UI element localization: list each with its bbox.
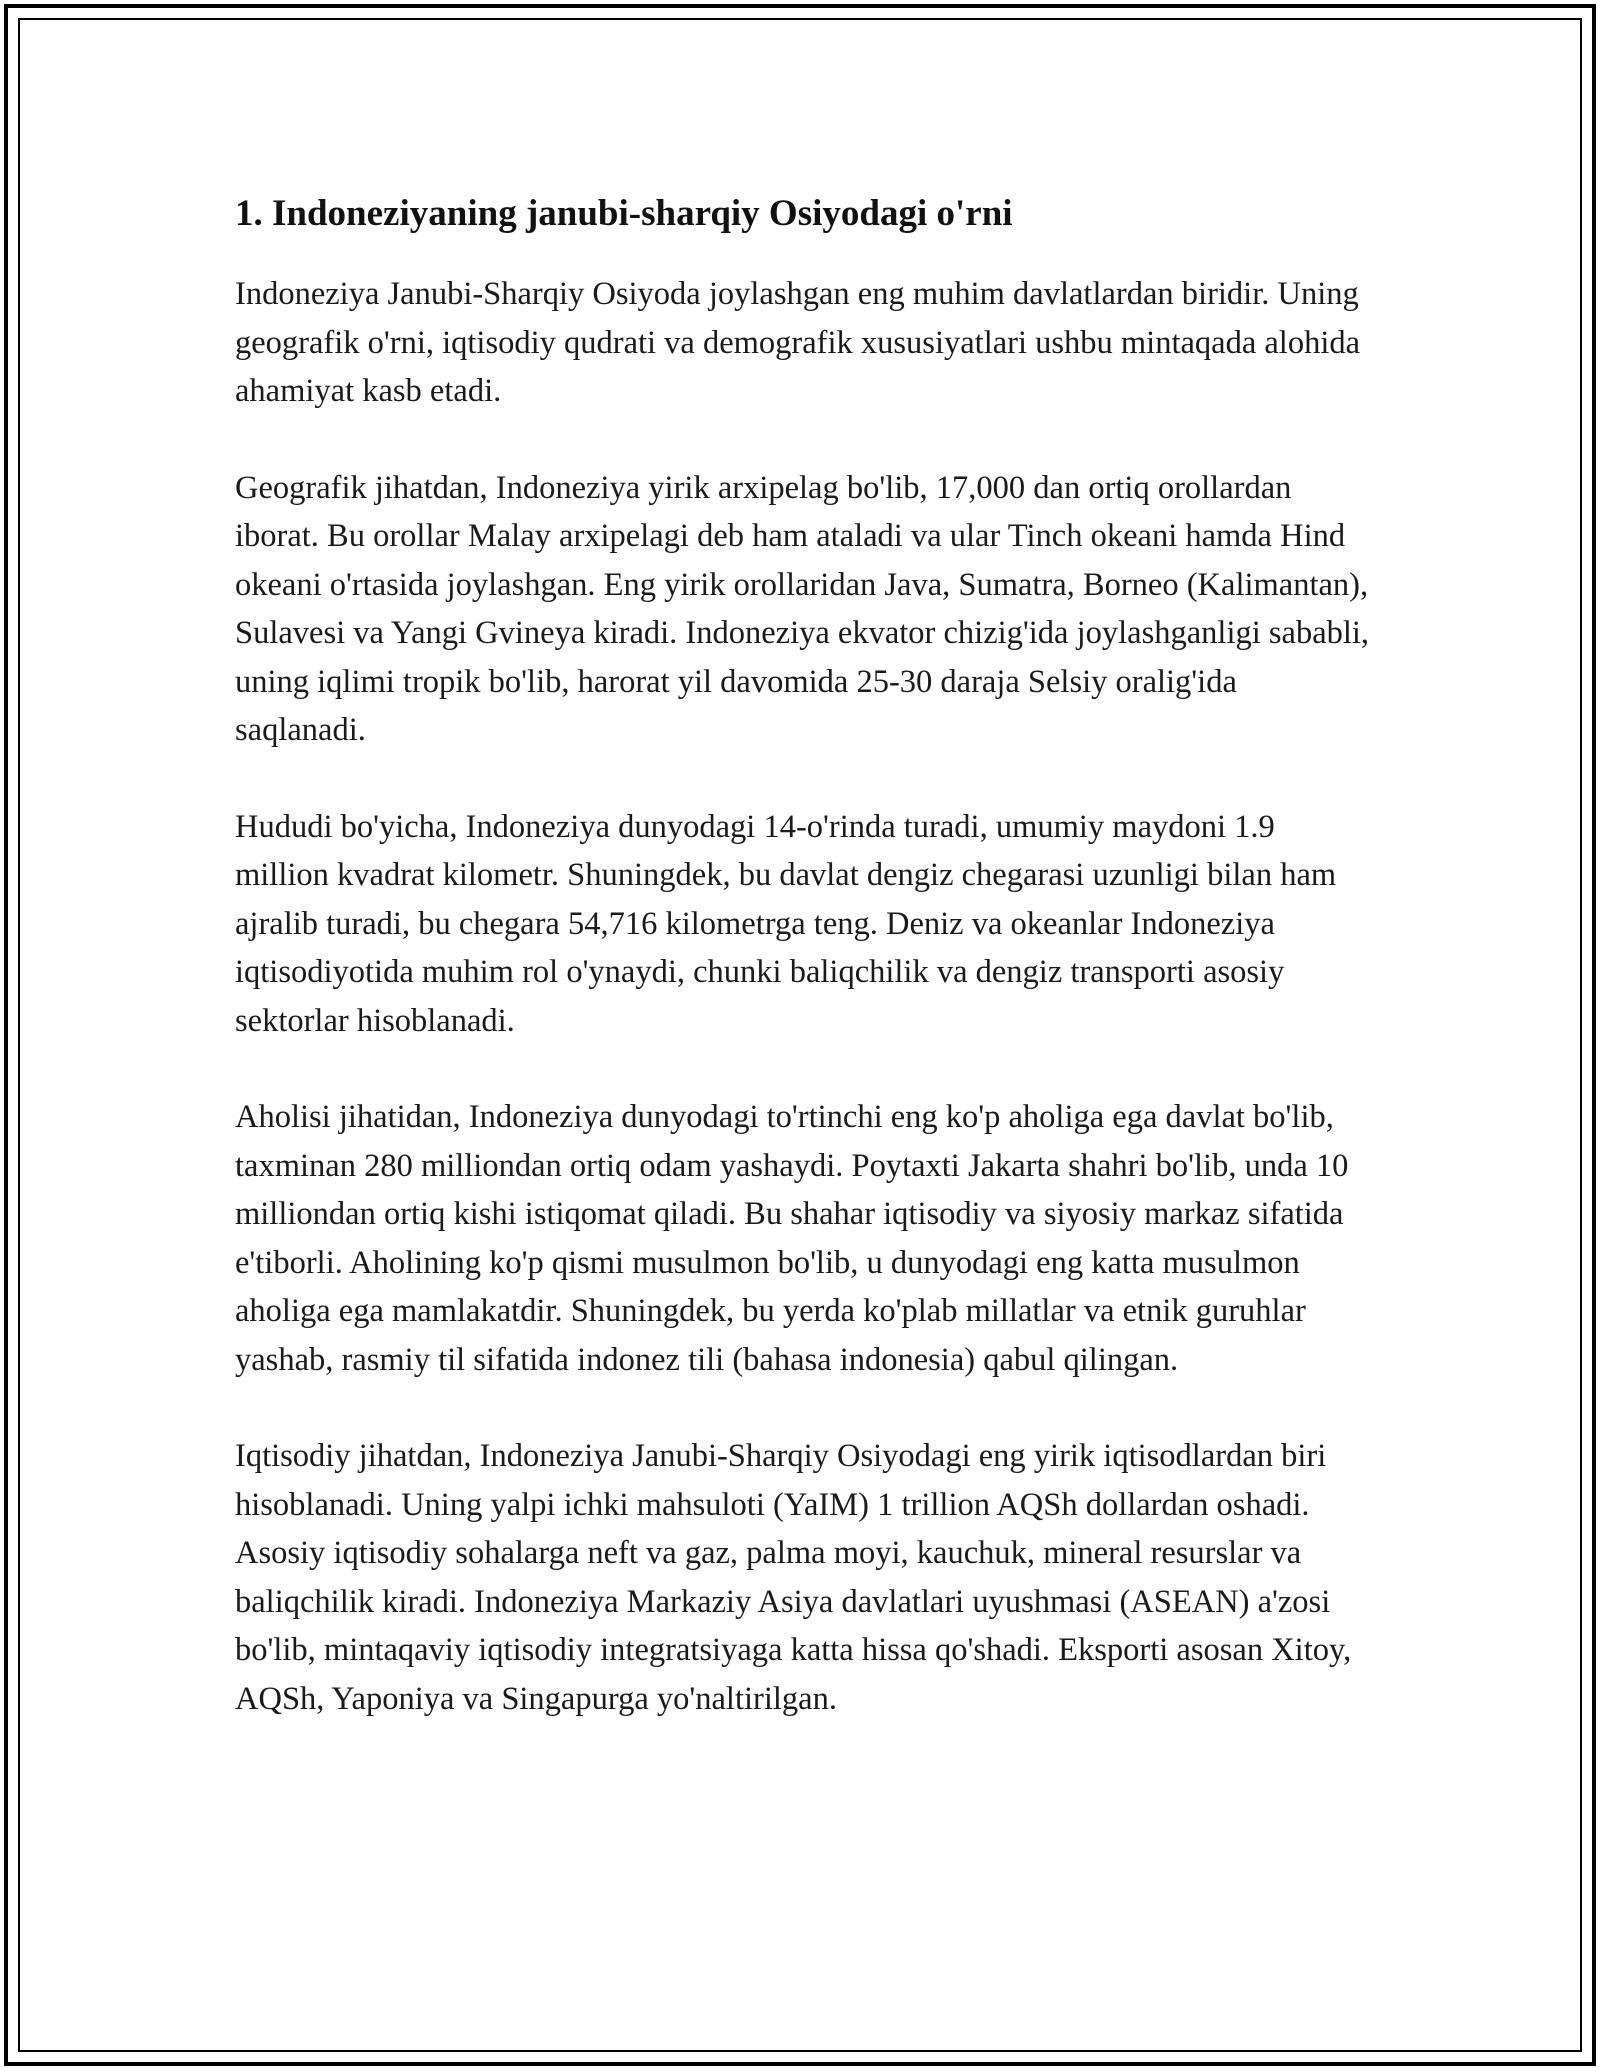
paragraph-geography: Geografik jihatdan, Indoneziya yirik arxipelag bo'lib, 17,000 dan ortiq orollardan iborat. Bu orollar Malay arxipelagi deb ham ataladi va ular Tinch okeani hamda Hind okeani o'rtasida joylashgan. Eng yirik orollaridan Java, Sumatra, Borneo (Kalimantan), Sulavesi va Yangi Gvineya kiradi. Indoneziya ekvator chizig'ida joylashganligi sababli, uning iqlimi tropik bo'lib, harorat yil davomida 25-30 daraja Selsiy oralig'ida saqlanadi.: [235, 469, 1370, 748]
paragraph-economy: Iqtisodiy jihatdan, Indoneziya Janubi-Sharqiy Osiyodagi eng yirik iqtisodlardan biri hisoblanadi. Uning yalpi ichki mahsuloti (YaIM) 1 trillion AQSh dollardan oshadi. Asosiy iqtisodiy sohalarga neft va gaz, palma moyi, kauchuk, mineral resurslar va baliqchilik kiradi. Indoneziya Markaziy Asiya davlatlari uyushmasi (ASEAN) a'zosi bo'lib, mintaqaviy iqtisodiy integratsiyaga katta hissa qo'shadi. Eksporti asosan Xitoy, AQSh, Yaponiya va Singapurga yo'naltirilgan.: [235, 1438, 1352, 1717]
document-body: [235, 188, 1375, 1771]
paragraph-intro: Indoneziya Janubi-Sharqiy Osiyoda joylashgan eng muhim davlatlardan biridir. Uning geografik o'rni, iqtisodiy qudrati va demografik xususiyatlari ushbu mintaqada alohida ahamiyat kasb etadi.: [235, 276, 1361, 409]
section-heading: 1. Indoneziyaning janubi-sharqiy Osiyodagi o'rni: [235, 193, 1013, 234]
paragraph-territory: Hududi bo'yicha, Indoneziya dunyodagi 14-o'rinda turadi, umumiy maydoni 1.9 million kvadrat kilometr. Shuningdek, bu davlat dengiz chegarasi uzunligi bilan ham ajralib turadi, bu chegara 54,716 kilometrga teng. Deniz va okeanlar Indoneziya iqtisodiyotida muhim rol o'ynaydi, chunki baliqchilik va dengiz transporti asosiy sektorlar hisoblanadi.: [235, 808, 1337, 1039]
paragraph-population: Aholisi jihatidan, Indoneziya dunyodagi to'rtinchi eng ko'p aholiga ega davlat bo'lib, taxminan 280 milliondan ortiq odam yashaydi. Poytaxti Jakarta shahri bo'lib, unda 10 milliondan ortiq kishi istiqomat qiladi. Bu shahar iqtisodiy va siyosiy markaz sifatida e'tiborli. Aholining ko'p qismi musulmon bo'lib, u dunyodagi eng katta musulmon aholiga ega mamlakatdir. Shuningdek, bu yerda ko'plab millatlar va etnik guruhlar yashab, rasmiy til sifatida indonez tili (bahasa indonesia) qabul qilingan.: [235, 1099, 1349, 1378]
